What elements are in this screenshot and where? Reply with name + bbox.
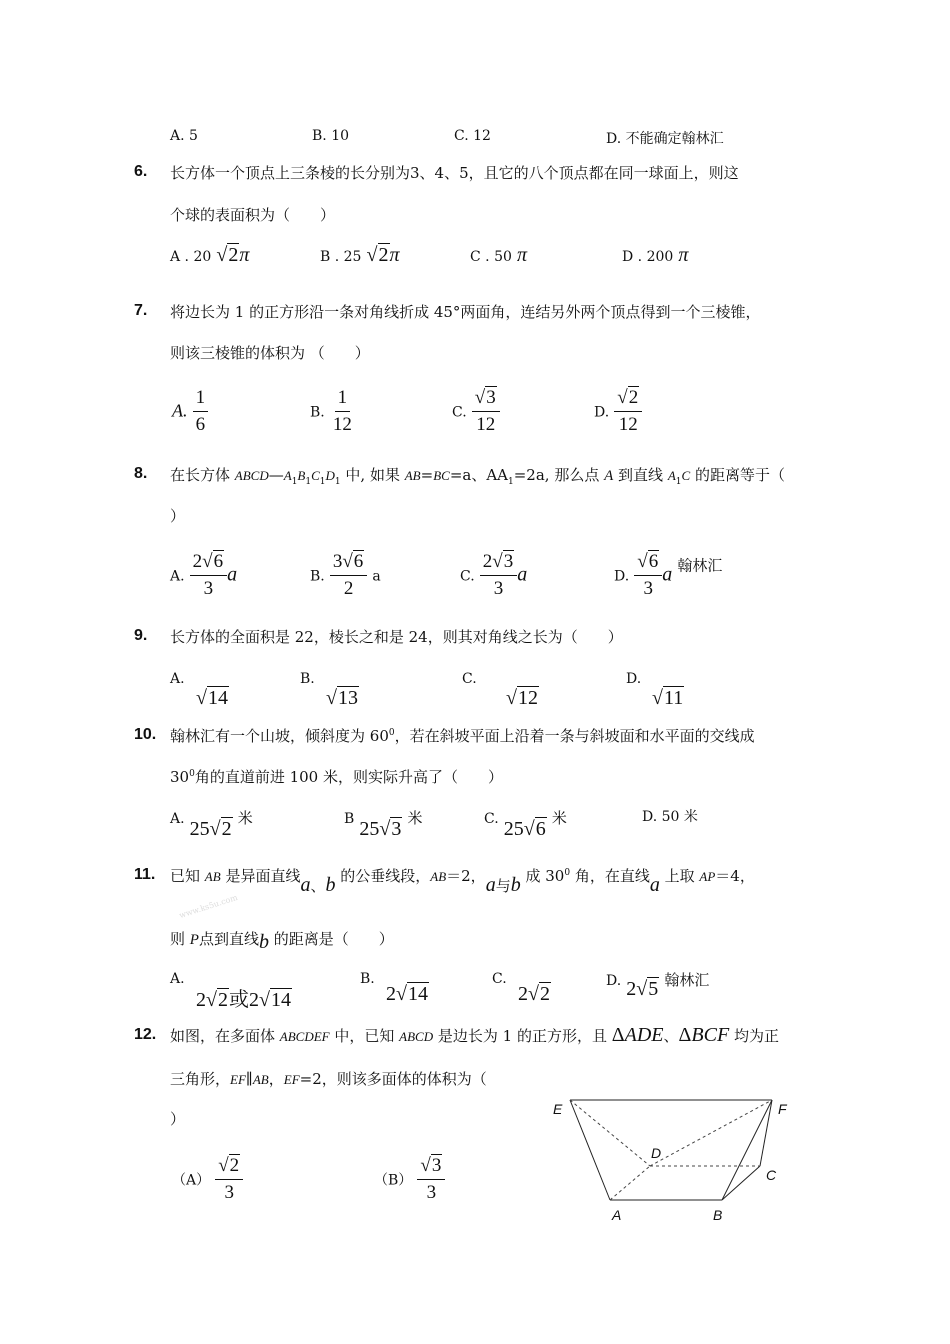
q6-option-d	[622, 244, 688, 267]
q6-option-d-label: D . 200	[622, 249, 674, 265]
q10-option-c-label: C.	[484, 811, 499, 827]
q9-option-d-label: D.	[626, 671, 642, 687]
polyhedron-figure	[540, 1090, 810, 1230]
q6-stem-line2: 个球的表面积为（ ）	[170, 206, 336, 224]
q10-option-a-unit: 米	[237, 809, 253, 827]
q12-number: 12.	[134, 1026, 157, 1043]
q7-option-c	[452, 388, 500, 436]
q6-option-d-pi: π	[678, 244, 689, 266]
q8-option-a-label: A.	[170, 568, 185, 585]
q11-option-c-label: C.	[492, 971, 507, 987]
q7-stem-line2: 则该三棱锥的体积为 （ ）	[170, 344, 370, 362]
q6-option-c-label: C . 50	[470, 249, 512, 265]
q8-option-c-label: C.	[460, 568, 475, 585]
q12-option-a	[172, 1156, 243, 1204]
q12-stem-line1: 如图，在多面体 ABCDEF 中，已知 ABCD 是边长为 1 的正方形，且 ΔADE、ΔBCF 均为正	[170, 1024, 779, 1046]
q7-stem-line1: 将边长为 1 的正方形沿一条对角线折成 45°两面角，连结另外两个顶点得到一个三棱锥，	[170, 303, 761, 321]
q11-option-c	[492, 968, 551, 1010]
q10-option-c	[484, 806, 567, 840]
q7-option-b-label: B.	[310, 404, 325, 421]
q10-stem-line2: $30^0$角的直道前进 100 米，则实际升高了（ ）	[170, 768, 503, 786]
q8-option-c: C. $\frac{2√3}{3}$ a	[460, 551, 528, 599]
q9-option-c-math: √12	[506, 687, 538, 709]
edge-FB	[722, 1100, 772, 1200]
q7-number: 7.	[134, 302, 148, 319]
q10-option-d: D. 50 米	[642, 809, 698, 825]
q11-option-d	[606, 968, 710, 1000]
q8-number: 8.	[134, 465, 148, 482]
q11-option-a-label: A.	[170, 971, 185, 987]
q9-option-d	[626, 668, 684, 710]
q7-option-d	[594, 388, 642, 436]
q11-stem-line1: 已知 AB 是异面直线a、b 的公垂线段，AB＝2，a与b 成 $30^0$ 角，在直线a 上取 AP＝4，	[170, 867, 755, 896]
q6-option-a	[170, 244, 249, 267]
q10-option-a	[170, 806, 253, 840]
q5-option-a: A. 5	[170, 128, 198, 144]
q8-stem-line1: 在长方体 $ABCD—A_1B_1C_1D_1$ 中, 如果 AB=BC=a、$AA_1=2a$, 那么点 A 到直线 $A_1C$ 的距离等于（	[170, 466, 785, 487]
q11-stem-line2-b: 点到直线	[198, 930, 259, 948]
q10-stem-line1-a: 翰林汇有一个山坡，倾斜度为 60	[170, 727, 389, 745]
q11-option-c-math: 2√2	[518, 983, 550, 1005]
label-A: A	[612, 1207, 622, 1223]
q8-option-d-fraction: $\frac{√6}{3}$	[634, 552, 662, 600]
q7-option-c-fraction: $\frac{√3}{12}$	[472, 388, 500, 436]
q12-option-b-fraction: $\frac{√3}{3}$	[417, 1156, 445, 1204]
edge-AD	[610, 1166, 650, 1200]
q11-option-b-math: 2√14	[386, 983, 428, 1005]
q10-stem-line2-b: 角的直道前进 100 米，则实际升高了（ ）	[194, 768, 503, 786]
q8-option-a: A. $\frac{2√6}{3}$ a	[170, 551, 238, 599]
q10-option-b-unit: 米	[407, 809, 423, 827]
q5-option-d: D. 不能确定翰林汇	[606, 131, 724, 147]
q12-option-b-label: （B）	[374, 1172, 413, 1189]
q7-option-a	[172, 388, 208, 436]
edge-ED	[570, 1100, 650, 1166]
q7-option-a-label: A.	[172, 400, 188, 421]
q10-option-c-unit: 米	[551, 809, 567, 827]
q12-stem-line2: 三角形，EF∥AB，EF=2，则该多面体的体积为（	[170, 1070, 487, 1088]
q9-option-a	[170, 668, 229, 710]
q8-option-a-fraction: $\frac{2√6}{3}$	[190, 552, 227, 600]
q6-stem-line1: 长方体一个顶点上三条棱的长分别为3、4、5，且它的八个顶点都在同一球面上，则这	[170, 164, 739, 182]
q7-option-d-label: D.	[594, 404, 610, 421]
q10-stem-line1: 翰林汇有一个山坡，倾斜度为 $60^0$，若在斜坡平面上沿着一条与斜坡面和水平面的交线成	[170, 727, 755, 745]
q11-option-b	[360, 968, 429, 1010]
q9-option-b-label: B.	[300, 671, 315, 687]
q11-option-d-suffix: 翰林汇	[664, 971, 710, 989]
label-E: E	[553, 1101, 563, 1117]
q9-option-a-math: √14	[196, 687, 228, 709]
q8-option-c-fraction: $\frac{2√3}{3}$	[480, 552, 517, 600]
q9-option-d-math: √11	[652, 687, 684, 709]
q8-option-d-label: D.	[614, 568, 630, 585]
q10-number: 10.	[134, 726, 157, 743]
q9-number: 9.	[134, 627, 148, 644]
q6-option-c-pi: π	[516, 244, 528, 266]
q11-option-b-label: B.	[360, 971, 375, 987]
q11-stem-line2-c: 的距离是（ ）	[273, 930, 394, 948]
edge-FC	[760, 1100, 772, 1166]
label-F: F	[778, 1101, 787, 1117]
label-B: B	[713, 1207, 723, 1223]
q10-option-b	[344, 806, 423, 840]
q11-option-a	[170, 968, 292, 1016]
q10-stem-line2-a: 30	[170, 768, 190, 786]
label-D: D	[651, 1145, 662, 1161]
edge-BC	[722, 1166, 760, 1200]
q8-option-b-fraction: $\frac{3√6}{2}$	[330, 552, 367, 600]
q5-option-b: B. 10	[312, 128, 350, 144]
q9-option-b-math: √13	[326, 687, 358, 709]
q11-option-d-label: D.	[606, 973, 622, 989]
q10-option-a-label: A.	[170, 811, 185, 827]
q9-option-c-label: C.	[462, 671, 477, 687]
q11-option-d-math: 2√5	[626, 978, 659, 1000]
q9-option-c	[462, 668, 539, 710]
q9-stem: 长方体的全面积是 22，棱长之和是 24，则其对角线之长为（ ）	[170, 628, 623, 646]
q8-stem-line2: ）	[170, 507, 186, 525]
q6-number: 6.	[134, 163, 148, 180]
q11-option-a-math: 2√2或2√14	[196, 989, 291, 1011]
q6-option-a-math: √2π	[216, 244, 250, 266]
q7-option-b-fraction: $\frac{1}{12}$	[332, 387, 352, 435]
q5-option-c: C. 12	[454, 128, 491, 144]
q6-option-c	[470, 244, 527, 267]
edge-DF	[650, 1100, 772, 1166]
q7-option-a-fraction: $\frac{1}{6}$	[193, 388, 209, 436]
q10-option-c-math: 25√6	[503, 818, 546, 840]
edge-EA	[570, 1100, 610, 1200]
watermark: www.ks5u.com	[178, 892, 239, 921]
q6-option-b-math: √2π	[366, 244, 400, 266]
q10-option-b-math: 25√3	[359, 818, 402, 840]
q9-option-a-label: A.	[170, 671, 185, 687]
q6-option-b-label: B . 25	[320, 249, 362, 265]
q7-option-b	[310, 388, 355, 436]
q10-stem-line1-b: ，若在斜坡平面上沿着一条与斜坡面和水平面的交线成	[394, 727, 755, 745]
q12-option-a-fraction: $\frac{√2}{3}$	[215, 1156, 243, 1204]
label-C: C	[766, 1167, 777, 1183]
q10-option-b-label: B	[344, 811, 355, 827]
q8-option-b-label: B.	[310, 568, 325, 585]
q11-number: 11.	[134, 866, 156, 883]
q9-option-b	[300, 668, 359, 710]
q12-option-a-label: （A）	[172, 1172, 211, 1189]
q7-option-d-fraction: $\frac{√2}{12}$	[614, 388, 642, 436]
q10-option-a-math: 25√2	[189, 818, 232, 840]
q6-option-b	[320, 244, 400, 267]
q8-option-d: D. $\frac{√6}{3}$ a 翰林汇	[614, 551, 723, 599]
q12-option-b	[374, 1156, 445, 1204]
q8-option-d-suffix: 翰林汇	[677, 556, 723, 575]
q8-option-b: B. $\frac{3√6}{2}$ a	[310, 551, 381, 599]
q11-stem-line2: 则 P点到直线b 的距离是（ ）	[170, 930, 394, 953]
q12-stem-line3: ）	[170, 1110, 186, 1128]
q6-option-a-label: A . 20	[170, 249, 212, 265]
q7-option-c-label: C.	[452, 404, 467, 421]
